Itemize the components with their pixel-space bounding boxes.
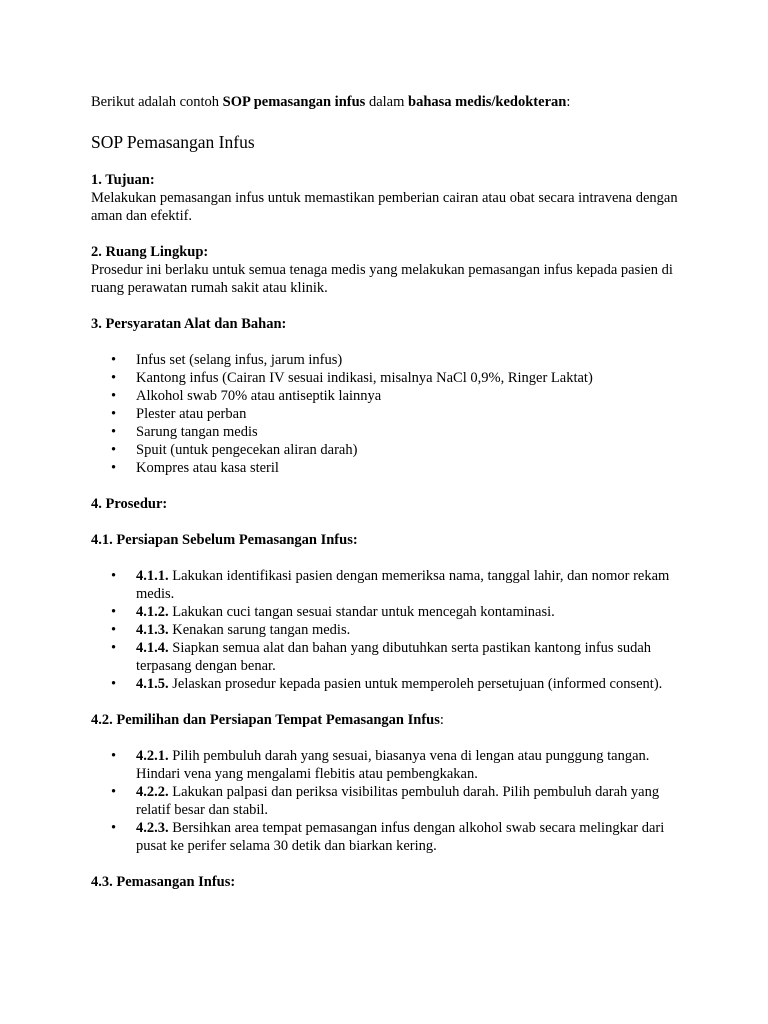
- section-heading-tujuan: 1. Tujuan:: [91, 172, 155, 188]
- intro-bold-sop: SOP pemasangan infus: [222, 94, 366, 110]
- step-text: Lakukan identifikasi pasien dengan memeriksa nama, tanggal lahir, dan nomor rekam medis.: [136, 568, 670, 602]
- list-item-text: Plester atau perban: [136, 406, 247, 422]
- section-text-tujuan: Melakukan pemasangan infus untuk memastikan pemberian cairan atau obat secara intravena dengan aman dan efektif.: [91, 190, 678, 224]
- step-number: 4.2.1.: [136, 748, 169, 764]
- step-text: Pilih pembuluh darah yang sesuai, biasanya vena di lengan atau punggung tangan. Hindari vena yang mengalami flebitis atau pembengkakan.: [136, 748, 650, 782]
- section-tujuan: [91, 171, 691, 225]
- list-item: [91, 441, 691, 459]
- bullet-icon: •: [111, 748, 117, 764]
- bullet-icon: •: [111, 784, 117, 800]
- list-item-text: Infus set (selang infus, jarum infus): [136, 352, 343, 368]
- step-number: 4.1.3.: [136, 622, 169, 638]
- bullet-icon: •: [111, 406, 117, 422]
- section-text-ruang-lingkup: Prosedur ini berlaku untuk semua tenaga medis yang melakukan pemasangan infus kepada pasien di ruang perawatan rumah sakit atau klinik.: [91, 262, 673, 296]
- step-number: 4.2.3.: [136, 820, 169, 836]
- document-page: [91, 93, 691, 909]
- step-text: Lakukan cuci tangan sesuai standar untuk mencegah kontaminasi.: [168, 604, 555, 620]
- intro-suffix: :: [566, 94, 571, 110]
- list-item-text: Kantong infus (Cairan IV sesuai indikasi, misalnya NaCl 0,9%, Ringer Laktat): [136, 370, 593, 386]
- step-text: Jelaskan prosedur kepada pasien untuk memperoleh persetujuan (informed consent).: [168, 676, 663, 692]
- intro-middle: dalam: [365, 94, 408, 110]
- bullet-icon: •: [111, 820, 117, 836]
- list-item: [91, 369, 691, 387]
- list-item: [91, 423, 691, 441]
- section-heading-persyaratan: 3. Persyaratan Alat dan Bahan:: [91, 316, 287, 332]
- list-item: [91, 405, 691, 423]
- list-pemilihan: [91, 747, 691, 855]
- list-item: [91, 675, 691, 693]
- section-heading-prosedur: 4. Prosedur:: [91, 496, 168, 512]
- list-item-text: Sarung tangan medis: [136, 424, 258, 440]
- bullet-icon: •: [111, 424, 117, 440]
- list-item: [91, 603, 691, 621]
- bullet-icon: •: [111, 640, 117, 656]
- section-heading-pemilihan-text: 4.2. Pemilihan dan Persiapan Tempat Pemasangan Infus: [91, 712, 440, 728]
- section-heading-pemasangan: 4.3. Pemasangan Infus:: [91, 874, 236, 890]
- section-heading-pemilihan: [91, 711, 691, 729]
- list-item: [91, 387, 691, 405]
- list-item: [91, 747, 691, 783]
- step-number: 4.2.2.: [136, 784, 169, 800]
- document-title: SOP Pemasangan Infus: [91, 132, 255, 152]
- bullet-icon: •: [111, 388, 117, 404]
- bullet-icon: •: [111, 622, 117, 638]
- list-persiapan: [91, 567, 691, 693]
- section-ruang-lingkup: [91, 243, 691, 297]
- bullet-icon: •: [111, 460, 117, 476]
- step-text: Lakukan palpasi dan periksa visibilitas pembuluh darah. Pilih pembuluh darah yang relatif besar dan stabil.: [136, 784, 660, 818]
- list-persyaratan: [91, 351, 691, 477]
- list-item-text: Spuit (untuk pengecekan aliran darah): [136, 442, 358, 458]
- list-item-text: Alkohol swab 70% atau antiseptik lainnya: [136, 388, 382, 404]
- intro-bold-language: bahasa medis/kedokteran: [408, 94, 567, 110]
- step-text: Bersihkan area tempat pemasangan infus dengan alkohol swab secara melingkar dari pusat ke perifer selama 30 detik dan biarkan kering.: [136, 820, 665, 854]
- list-item: [91, 639, 691, 675]
- bullet-icon: •: [111, 352, 117, 368]
- step-number: 4.1.2.: [136, 604, 169, 620]
- intro-prefix: Berikut adalah contoh: [91, 94, 223, 110]
- list-item: [91, 819, 691, 855]
- list-item: [91, 351, 691, 369]
- bullet-icon: •: [111, 604, 117, 620]
- intro-paragraph: [91, 93, 691, 111]
- section-heading-pemilihan-colon: :: [439, 712, 444, 728]
- list-item: [91, 783, 691, 819]
- step-number: 4.1.1.: [136, 568, 169, 584]
- bullet-icon: •: [111, 568, 117, 584]
- bullet-icon: •: [111, 370, 117, 386]
- step-text: Siapkan semua alat dan bahan yang dibutuhkan serta pastikan kantong infus sudah terpasang dengan benar.: [136, 640, 652, 674]
- list-item-text: Kompres atau kasa steril: [136, 460, 279, 476]
- list-item: [91, 459, 691, 477]
- step-number: 4.1.4.: [136, 640, 169, 656]
- bullet-icon: •: [111, 442, 117, 458]
- section-heading-ruang-lingkup: 2. Ruang Lingkup:: [91, 244, 209, 260]
- list-item: [91, 621, 691, 639]
- list-item: [91, 567, 691, 603]
- bullet-icon: •: [111, 676, 117, 692]
- section-heading-persiapan: 4.1. Persiapan Sebelum Pemasangan Infus:: [91, 532, 358, 548]
- step-text: Kenakan sarung tangan medis.: [168, 622, 351, 638]
- step-number: 4.1.5.: [136, 676, 169, 692]
